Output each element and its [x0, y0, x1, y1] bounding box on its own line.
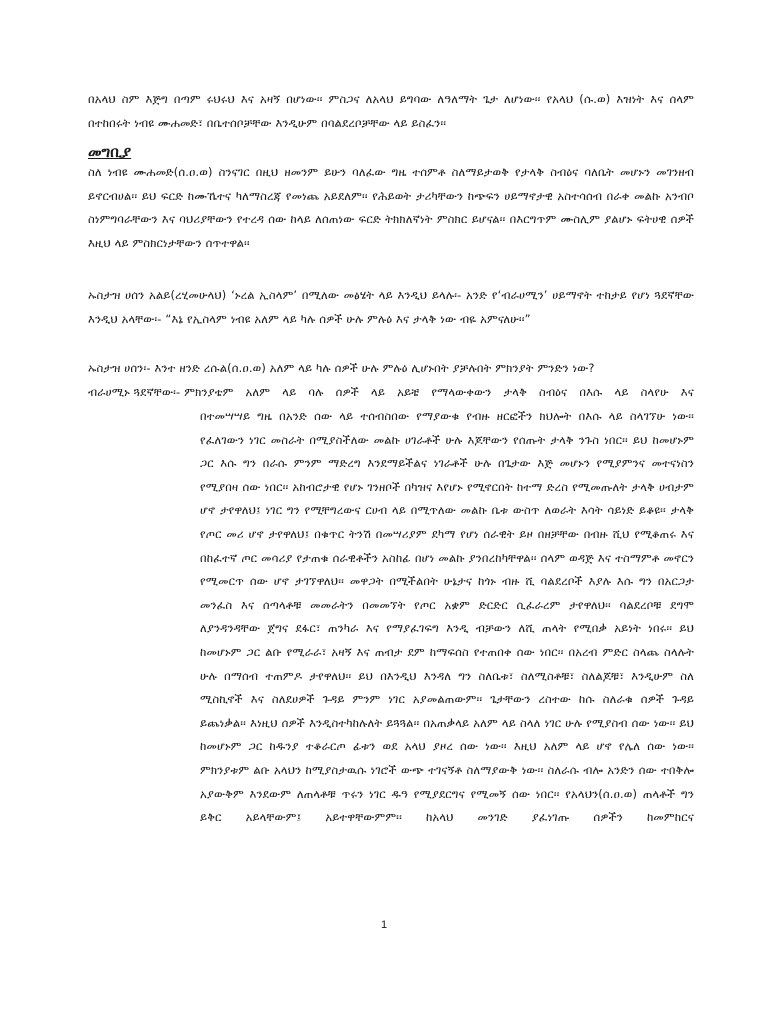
question-line: ኡስታዝ ሀሰን፡- እንተ ዘንድ ረሱል(ሰ.ዐ.ወ) አለም ላይ ካሉ ሰዎች ሁሉ ምሉዕ ሊሆኑበት ያቻሉበት ምክንያት ምንድን ነው?: [88, 361, 595, 375]
answer-speaker-label: ብራሀሚኑ ጓደኛቸው፡-: [88, 385, 181, 399]
intro-paragraph: በአላህ ስም እጅግ በጣም ሩህሩህ እና አዛኝ በሆነው፡፡ ምስጋና ለአላህ ይግባው ለዓለማት ጌታ ለሆነው፡፡ የአላህ (ሱ.ወ) እዝነት እና ሰላም በተከበሩት ነብዩ ሙሐመድ፣ በቤተሰቦቻቸው እንዲሁም በባልደረቦቻቸው ላይ ይስፈን፡፡: [88, 92, 694, 130]
section-heading: መግቢያ: [88, 143, 132, 161]
paragraph-intro-body: ስለ ነብዩ ሙሐመድ(ሰ.ዐ.ወ) ስንናገር በዚህ ዘመንም ይሁን ባለፈው ግዜ ተሰምቶ ስለማይታወቅ የታላቅ ስብዕና ባለቤት መሆኑን መገንዘብ ይኖርብሀል፡፡ ይህ ፍርድ ከሙኼተና ካለማስረጃ የመነጨ አይደለም፡፡ የሕይወት ታሪካቸውን ከጭፍን ሀይማኖታዊ አስተሳሰብ በራቀ መልኩ አንብቦ ስነምግባራቸውን እና ባህሪያቸውን የተረዳ ሰው ከላይ ለሰጠነው ፍርድ ትክክለኛነት ምስክር ይሆናል፡፡ በእርግጥም ሙስሊም ያልሆኑ ፍትሀዊ ሰዎች እዚህ ላይ ምስክርነታቸውን ሰጥተዋል፡፡: [88, 165, 694, 250]
answer-opening: ምክንያቴም አለም ላይ ባሉ ሰዎች ላይ አይቼ የማላውቀውን ታላቅ ስብዕና በእሱ ላይ ስላየሁ እና: [184, 385, 694, 399]
answer-body: በተመሣሣይ ግዜ በአንድ ሰው ላይ ተሰብስበው የማያውቁ የብዙ ዘርፎችን ክህሎት በእሱ ላይ ስላገኘሁ ነው፡፡ የፈለገውን ነገር መስራት በሚያስችለው መልኩ ሀገራቶች ሁሉ እጆቸውን የሰጡት ታላቅ ንጉስ ነበር፡፡ ይህ ከመሆኑም ጋር እሱ ግን በራሱ ምንም ማድረግ እንደማይችልና ነገራቶች ሁሉ በጌታው እጅ መሆኑን የሚያምንና መተናነስን የሚያበዛ ሰው ነበር፡፡ አከብሮታዊ የሆኑ ገንዘቦች በካዝና እየሆኑ የሚኖርበት ከተማ ድረስ የሚመጡለት ታላቅ ሀብታም ሆኖ ታየዋለህ፤ ነገር ግን የሚቸግረውና ርሀብ ላይ በሚጥለው መልኩ ቤቱ ውስጥ ለወራት እሳት ሳይነድ ይቆዩ፡፡ ታላቅ የጦር መሪ ሆኖ ታየዋለህ፤ በቁጥር ትንሽ በመሣሪያም ደካማ የሆነ ሰራዊት ይዞ በዘቻቸው በብዙ ሺህ የሚቆጠሩ እና በከፈተኛ ጦር መሳሪያ የታጠቁ ሰራዊቶችን አስከፊ በሆነ መልኩ ያንበረከካቸዋል፡፡ ሰላም ወዳጅ እና ተስማምቶ መኖርን የሚመርጥ ሰው ሆኖ ታገኘዋለህ፡፡ መዋጋት በሚችልበት ሁኔታና ከጎኑ ብዙ ሺ ባልደረቦች እያሉ እሱ ግን በአርጋታ መንፈስ እና ሰጣላቶቹ መመራትን በመመኘት የጦር አቋም ድርድር ሲፈራረም ታየዋለህ፡፡ ባልደረቦቹ ደግሞ ለያንዳንዳቸው ጀግና ደፋር፣ ጠንካራ እና የማያፈገፍግ እንዲ ብቻውን ለሺ ጠላት የሚበቃ አይነት ነበሩ፡፡ ይህ ከመሆኑም ጋር ልቡ የሚራራ፣ አዛኝ እና ጠብታ ደም ከማፍሰስ የተጠበቀ ሰው ነበር፡፡ በአረብ ምድር ስላጨ ስላሉት ሁሉ በማሰብ ተጠምዶ ታየዋለህ፡፡ ይህ በእንዲህ እንዳለ ግን ስለቤቱ፣ ስለሚስቶቹ፣ ስለልጆቹ፣ እንዲሁም ስለ ሚስኪኖች እና ስለደሀዎች ጉዳይ ምንም ነገር አያመልጠውም፡፡ ጌታቸውን ረስተው ከሱ ስለራቁ ሰዎች ጉዳይ ይጨነቃል፡፡ እነዚህ ሰዎች እንዲስተካከሉለት ይጓጓል፡፡ በአጠቃላይ አለም ላይ ስላለ ነገር ሁሉ የሚያስብ ሰው ነው፡፡ ይህ ከመሆኑም ጋር ከዱንያ ተቆራርጦ ፊቱን ወደ አላህ ያዞረ ሰው ነው፡፡ እዚህ አለም ላይ ሆኖ የሌለ ሰው ነው፡፡ ምክንያቱም ልቡ አላህን ከሚያስታዉሱ ነገሮች ውጭ ተገናኝቶ ስለማያውቅ ነው፡፡ ስለራሱ ብሎ አንድን ሰው ተበቅሎ አያውቅም እንደውም ለጠላቶቹ ጥሩን ነገር ዱዓ የሚያደርግና የሚመኝ ሰው ነበር፡፡ የአላህን(ሰ.ዐ.ወ) ጠላቶች ግን ይቅር አይላቸውም፤ አይተዋቸውምም፡፡ ከአላህ መንገድ ያፈነገጡ ሰዎችን ከመምከርና: [200, 409, 694, 825]
answer-first-line: [88, 381, 694, 405]
paragraph-quote: ኡስታዝ ሀሰን አልይ(ረሂመሁላህ) ‘ኑረል ኢስላም’ በሚለው መፅሄት ላይ እንዲህ ይላሉ፡- አንድ የ‘ብራሀሚን’ ሀይማኖት ተከታይ የሆነ ጓደኛቸው እንዲህ አላቸው፡- “እኔ የኢስላም ነብዩ አለም ላይ ካሉ ሰዎች ሁሉ ምሉዕ እና ታላቅ ነው ብዬ አምናለሁ፡፡”: [88, 288, 694, 326]
page-number: 1: [380, 919, 388, 931]
